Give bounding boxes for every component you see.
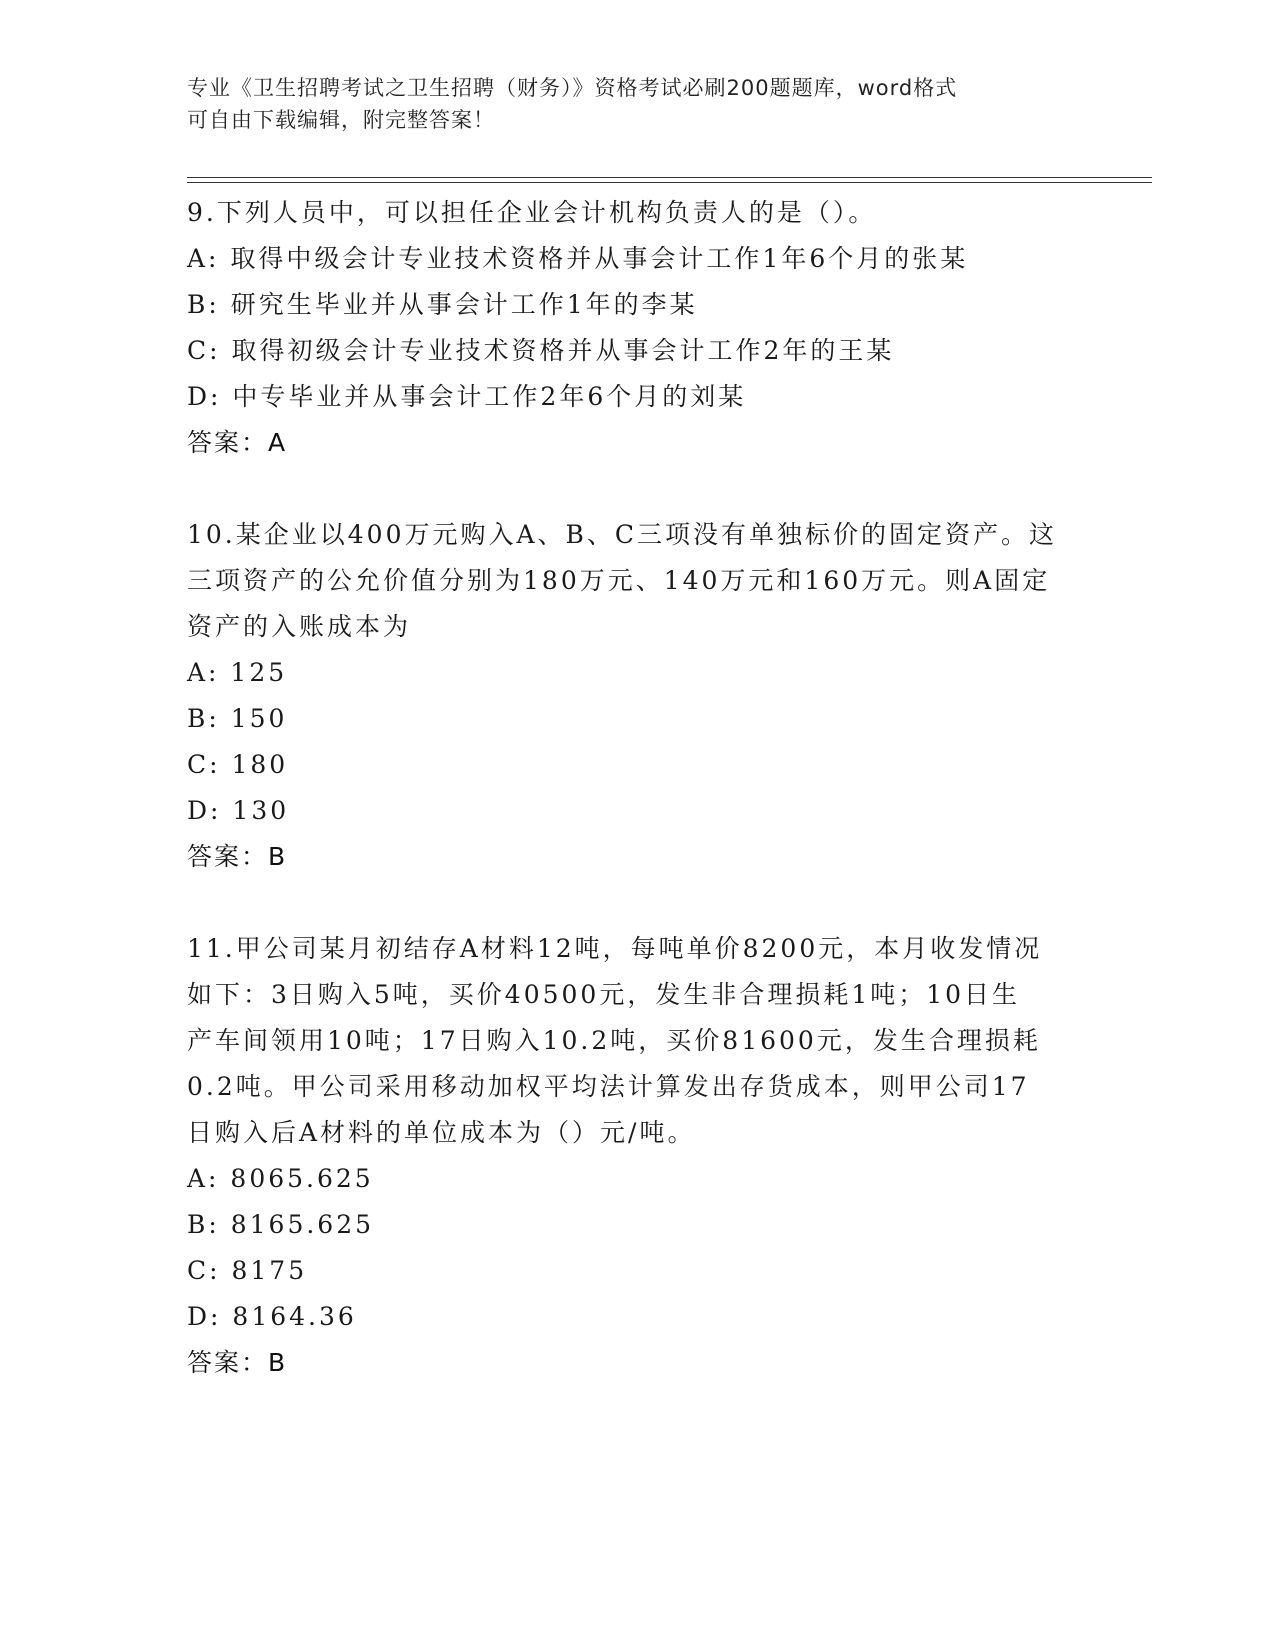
header-line: 专业《卫生招聘考试之卫生招聘（财务）》资格考试必刷200题题库，word格式 xyxy=(187,76,958,100)
question-stem-line: 11.甲公司某月初结存A材料12吨，每吨单价8200元，本月收发情况 xyxy=(187,934,1043,963)
document-header xyxy=(187,72,1087,136)
question-9 xyxy=(187,190,1087,466)
option-c: C: 8175 xyxy=(187,1256,308,1285)
option-d: D: 130 xyxy=(187,796,290,825)
question-stem xyxy=(187,512,1087,650)
answer-label: 答案：B xyxy=(187,1348,288,1377)
option-c: C: 取得初级会计专业技术资格并从事会计工作2年的王某 xyxy=(187,336,895,365)
option-b: B: 150 xyxy=(187,704,288,733)
question-stem-line: 10.某企业以400万元购入A、B、C三项没有单独标价的固定资产。这 xyxy=(187,520,1058,549)
question-stem-line: 日购入后A材料的单位成本为（）元/吨。 xyxy=(187,1118,696,1147)
question-stem xyxy=(187,190,1087,236)
option-c: C: 180 xyxy=(187,750,289,779)
option-a: A: 取得中级会计专业技术资格并从事会计工作1年6个月的张某 xyxy=(187,244,969,273)
option-d: D: 中专毕业并从事会计工作2年6个月的刘某 xyxy=(187,382,747,411)
question-stem-line: 0.2吨。甲公司采用移动加权平均法计算发出存货成本，则甲公司17 xyxy=(187,1072,1030,1101)
header-line: 可自由下载编辑，附完整答案！ xyxy=(187,108,495,132)
header-divider-top xyxy=(187,177,1152,178)
spacer xyxy=(187,466,1087,512)
question-stem-line: 产车间领用10吨；17日购入10.2吨，买价81600元，发生合理损耗 xyxy=(187,1026,1041,1055)
question-list xyxy=(187,190,1087,1386)
option-a: A: 125 xyxy=(187,658,288,687)
option-d: D: 8164.36 xyxy=(187,1302,357,1331)
option-b: B: 8165.625 xyxy=(187,1210,375,1239)
spacer xyxy=(187,880,1087,926)
question-stem xyxy=(187,926,1087,1156)
question-stem-line: 资产的入账成本为 xyxy=(187,612,412,641)
question-stem-line: 三项资产的公允价值分别为180万元、140万元和160万元。则A固定 xyxy=(187,566,1051,595)
answer-label: 答案：B xyxy=(187,842,288,871)
header-divider-bottom xyxy=(187,182,1152,183)
question-11 xyxy=(187,926,1087,1386)
answer-label: 答案：A xyxy=(187,428,288,457)
question-stem-line: 如下：3日购入5吨，买价40500元，发生非合理损耗1吨；10日生 xyxy=(187,980,1021,1009)
option-a: A: 8065.625 xyxy=(187,1164,374,1193)
question-stem-line: 9.下列人员中，可以担任企业会计机构负责人的是（）。 xyxy=(187,198,877,227)
option-b: B: 研究生毕业并从事会计工作1年的李某 xyxy=(187,290,698,319)
question-10 xyxy=(187,512,1087,880)
